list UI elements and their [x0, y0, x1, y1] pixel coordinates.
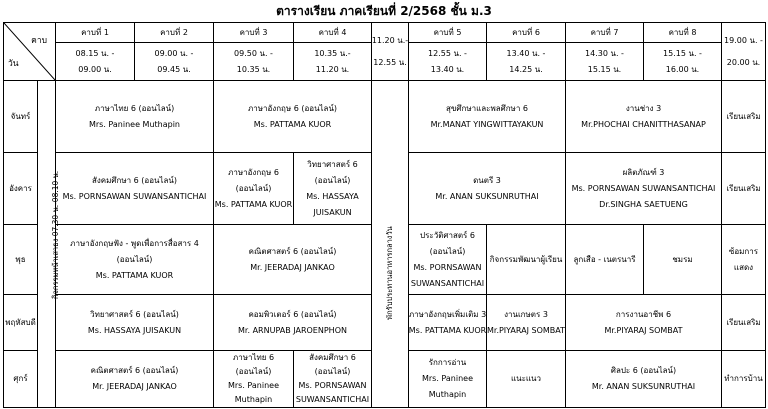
period-5-time: 12.55 น. - 13.40 น. [409, 43, 487, 81]
fri-thai-cell: ภาษาไทย 6 (ออนไลน์) Mrs. Paninee Muthapin [214, 351, 294, 408]
period-7-time: 14.30 น. - 15.15 น. [566, 43, 644, 81]
day-wednesday: พุธ [4, 225, 38, 295]
tue-evening-cell: เรียนเสริม [722, 153, 766, 225]
day-friday: ศุกร์ [4, 351, 38, 408]
lunch-vertical-text: พักรับประทานอาหารกลางวัน [385, 226, 394, 320]
day-monday: จันทร์ [4, 81, 38, 153]
tue-english-cell: ภาษาอังกฤษ 6 (ออนไลน์) Ms. PATTAMA KUOR [214, 153, 294, 225]
period-2-header: คาบที่ 2 [135, 23, 214, 43]
wed-math-cell: คณิตศาสตร์ 6 (ออนไลน์) Mr. JEERADAJ JANKAO [214, 225, 372, 295]
period-6-header: คาบที่ 6 [487, 23, 566, 43]
evening-time-header: 19.00 น. - 20.00 น. [722, 23, 766, 81]
thu-agriculture-cell: งานเกษตร 3 Mr.PIYARAJ SOMBAT [487, 295, 566, 351]
period-7-header: คาบที่ 7 [566, 23, 644, 43]
day-tuesday: อังคาร [4, 153, 38, 225]
mon-craft-cell: งานช่าง 3 Mr.PHOCHAI CHANITTHASANAP [566, 81, 722, 153]
period-2-time: 09.00 น. - 09.45 น. [135, 43, 214, 81]
corner-period-label: คาบ [31, 36, 47, 46]
corner-day-label: วัน [8, 59, 19, 69]
mon-pe-cell: สุขศึกษาและพลศึกษา 6 Mr.MANAT YINGWITTAYAKUN [409, 81, 566, 153]
wed-scout-cell: ลูกเสือ - เนตรนารี [566, 225, 644, 295]
period-1-header: คาบที่ 1 [56, 23, 135, 43]
period-5-header: คาบที่ 5 [409, 23, 487, 43]
corner-cell [4, 23, 56, 81]
wed-history-cell: ประวัติศาสตร์ 6 (ออนไลน์) Ms. PORNSAWAN SUWANSANTICHAI [409, 225, 487, 295]
tue-product-cell: ผลิตภัณฑ์ 3 Ms. PORNSAWAN SUWANSANTICHAI Dr.SINGHA SAETUENG [566, 153, 722, 225]
tue-science-cell: วิทยาศาสตร์ 6 (ออนไลน์) Ms. HASSAYA JUISAKUN [294, 153, 372, 225]
period-4-time: 10.35 น.- 11.20 น. [294, 43, 372, 81]
period-3-header: คาบที่ 3 [214, 23, 294, 43]
period-8-header: คาบที่ 8 [644, 23, 722, 43]
fri-guidance-cell: แนะแนว [487, 351, 566, 408]
period-8-time: 15.15 น. - 16.00 น. [644, 43, 722, 81]
fri-art-cell: ศิลปะ 6 (ออนไลน์) Mr. ANAN SUKSUNRUTHAI [566, 351, 722, 408]
fri-math-cell: คณิตศาสตร์ 6 (ออนไลน์) Mr. JEERADAJ JANKAO [56, 351, 214, 408]
thu-science-cell: วิทยาศาสตร์ 6 (ออนไลน์) Ms. HASSAYA JUISAKUN [56, 295, 214, 351]
day-thursday: พฤหัสบดี [4, 295, 38, 351]
wed-club-cell: ชมรม [644, 225, 722, 295]
tue-music-cell: ดนตรี 3 Mr. ANAN SUKSUNRUTHAI [409, 153, 566, 225]
thu-computer-cell: คอมพิวเตอร์ 6 (ออนไลน์) Mr. ARNUPAB JAROENPHON [214, 295, 372, 351]
fri-reading-cell: รักการอ่าน Mrs. Paninee Muthapin [409, 351, 487, 408]
fri-social-cell: สังคมศึกษา 6 (ออนไลน์) Ms. PORNSAWAN SUWANSANTICHAI [294, 351, 372, 408]
wed-english-comm-cell: ภาษาอังกฤษฟัง - พูดเพื่อการสื่อสาร 4 (ออนไลน์) Ms. PATTAMA KUOR [56, 225, 214, 295]
tue-social-cell: สังคมศึกษา 6 (ออนไลน์) Ms. PORNSAWAN SUWANSANTICHAI [56, 153, 214, 225]
mon-thai-cell: ภาษาไทย 6 (ออนไลน์) Mrs. Paninee Muthapin [56, 81, 214, 153]
period-3-time: 09.50 น. - 10.35 น. [214, 43, 294, 81]
homeroom-vertical-text: กิจกรรมหน้าเสาธง 07.30 น.-08.10 น. [51, 170, 60, 299]
mon-evening-cell: เรียนเสริม [722, 81, 766, 153]
thu-english-extra-cell: ภาษาอังกฤษเพิ่มเติม 3 Ms. PATTAMA KUOR [409, 295, 487, 351]
timetable [3, 22, 766, 408]
page-title: ตารางเรียน ภาคเรียนที่ 2/2568 ชั้น ม.3 [276, 4, 492, 18]
fri-evening-cell: ทำการบ้าน [722, 351, 766, 408]
period-4-header: คาบที่ 4 [294, 23, 372, 43]
wed-evening-cell: ซ้อมการ แสดง [722, 225, 766, 295]
thu-career-cell: การงานอาชีพ 6 Mr.PIYARAJ SOMBAT [566, 295, 722, 351]
lunch-time-header: 11.20 น.- 12.55 น. [372, 23, 409, 81]
period-1-time: 08.15 น. - 09.00 น. [56, 43, 135, 81]
corner-diagonal [4, 23, 56, 81]
mon-english-cell: ภาษาอังกฤษ 6 (ออนไลน์) Ms. PATTAMA KUOR [214, 81, 372, 153]
period-6-time: 13.40 น. - 14.25 น. [487, 43, 566, 81]
wed-activity-cell: กิจกรรมพัฒนาผู้เรียน [487, 225, 566, 295]
thu-evening-cell: เรียนเสริม [722, 295, 766, 351]
